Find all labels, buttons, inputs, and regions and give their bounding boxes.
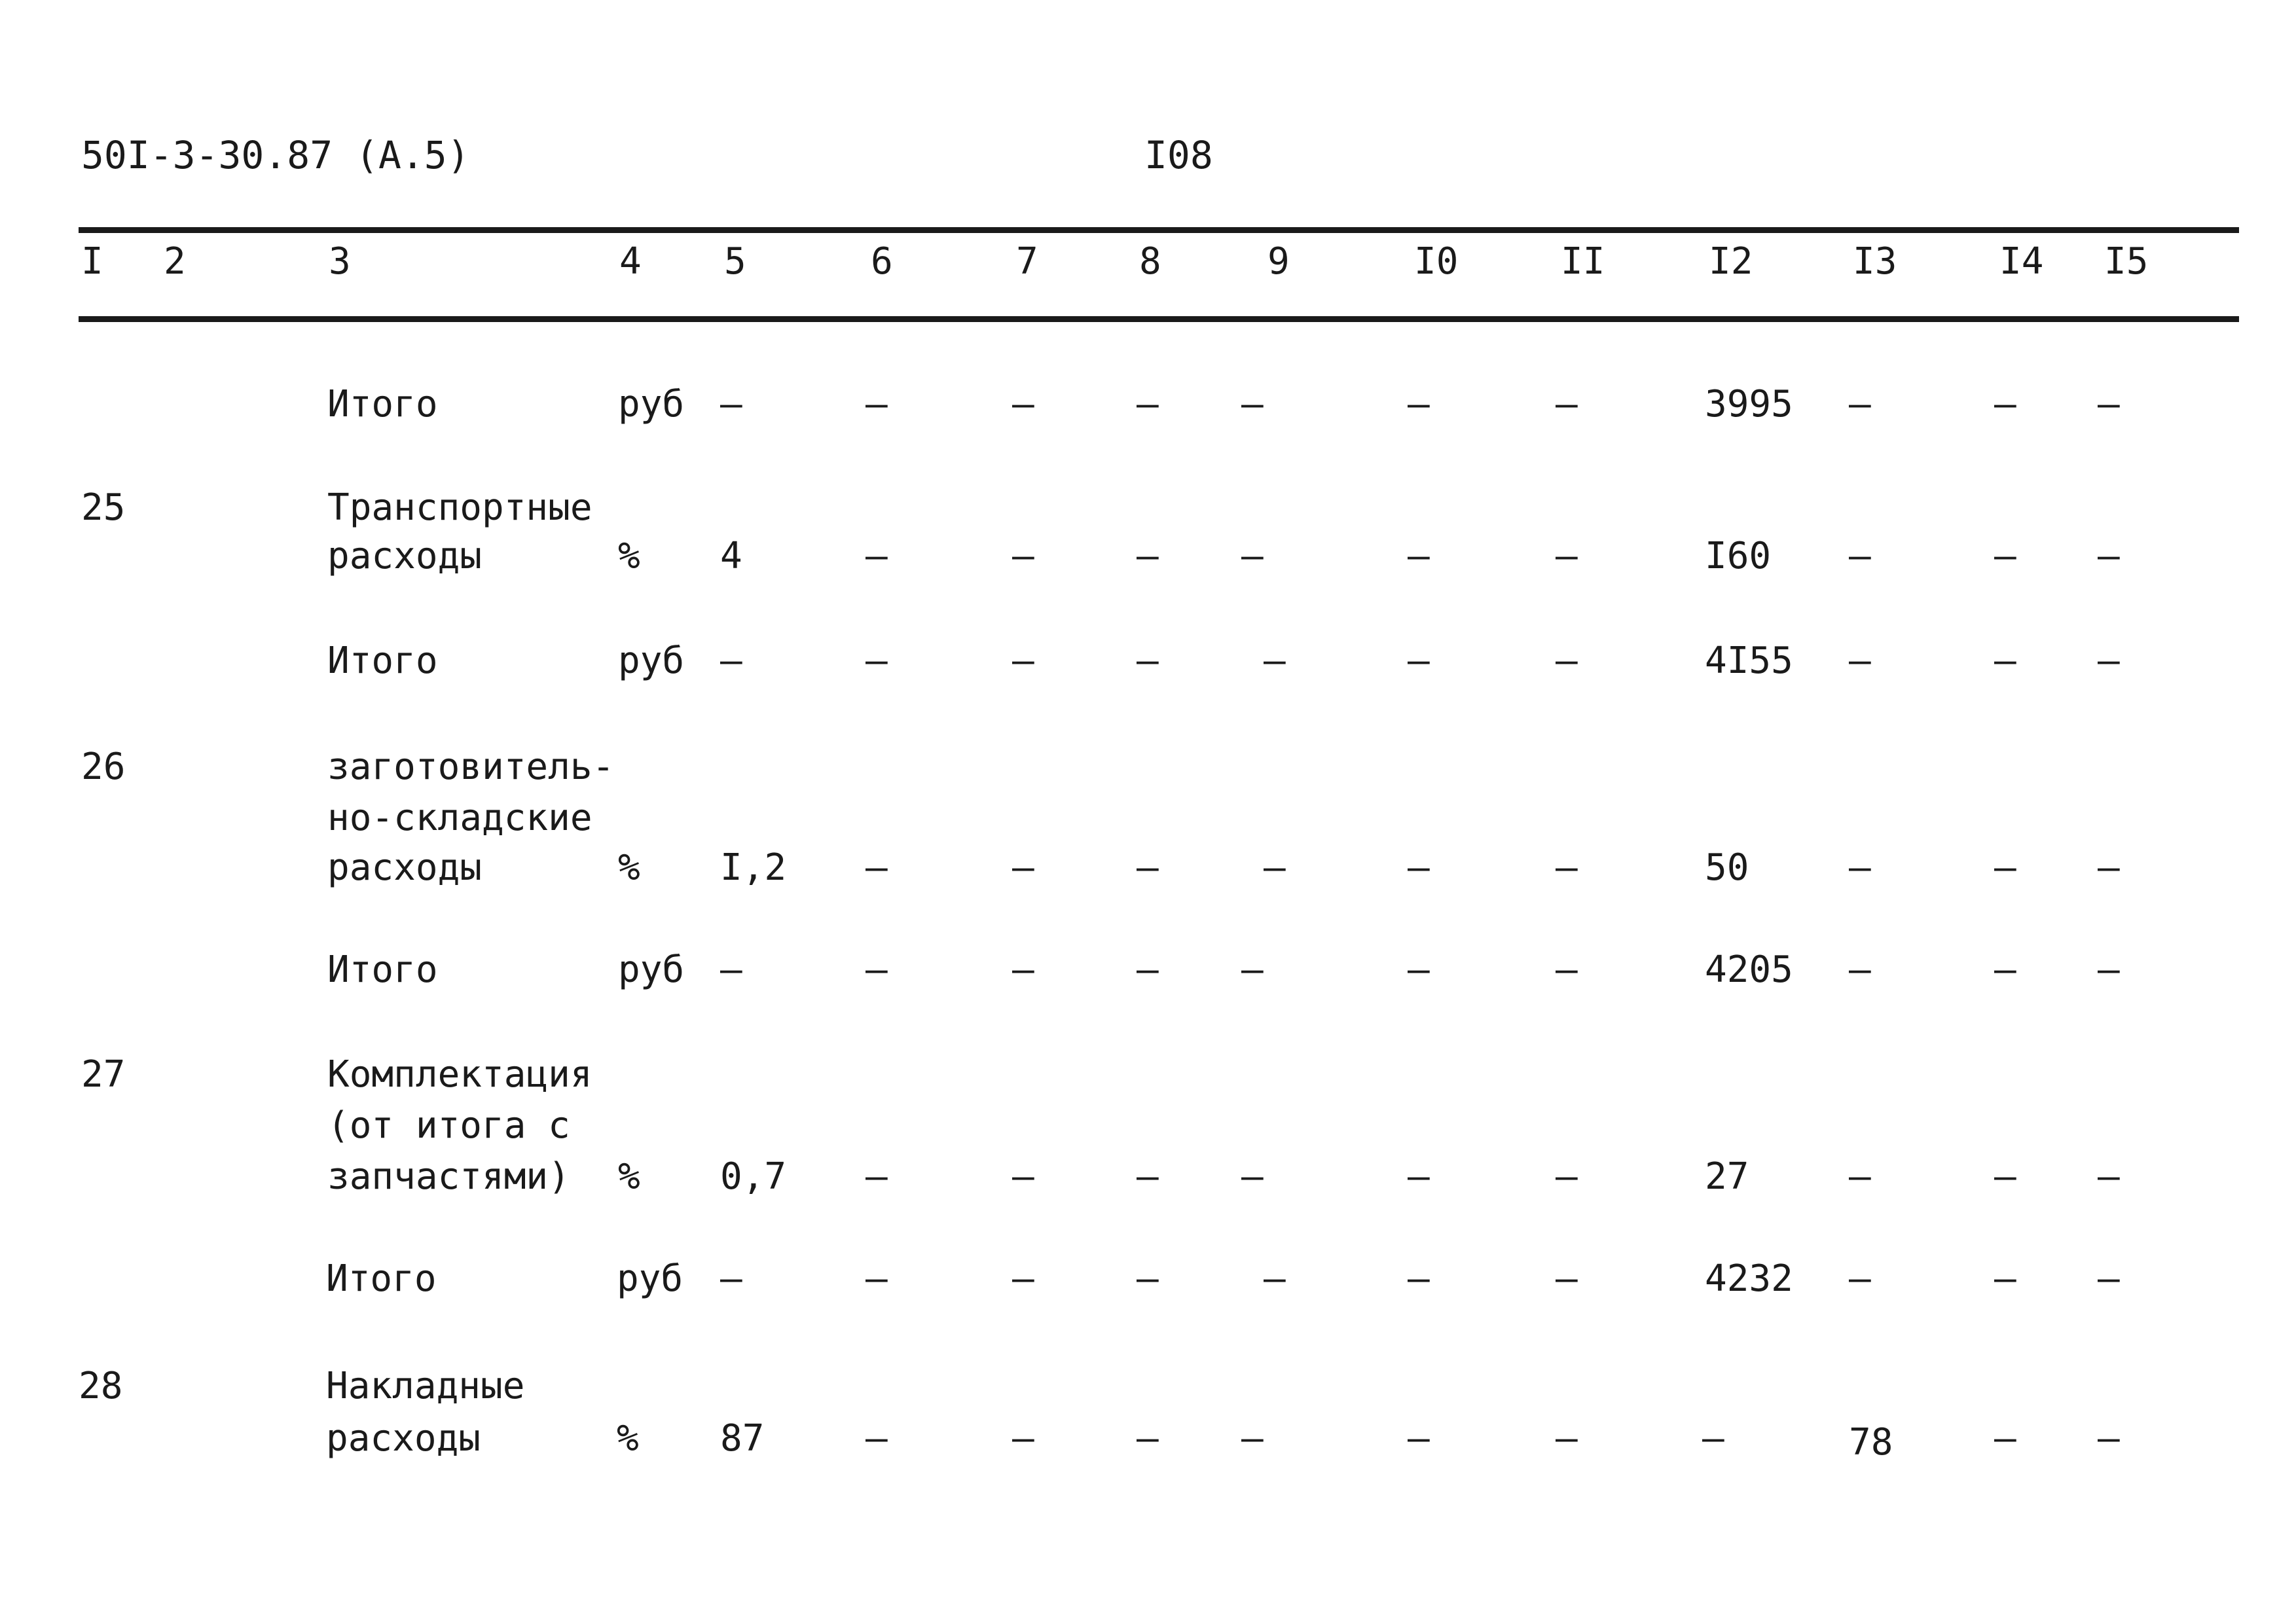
- cell-col5: 4: [720, 535, 742, 577]
- cell-col8: –: [1137, 846, 1159, 889]
- unit-cell: руб: [618, 948, 685, 991]
- cell-col14: –: [1994, 1417, 2016, 1460]
- cell-col7: –: [1012, 1257, 1034, 1300]
- cell-col15: –: [2098, 1257, 2120, 1300]
- cell-col13: –: [1849, 640, 1871, 682]
- cell-col12: 50: [1705, 846, 1749, 889]
- row-label: заготовитель-: [327, 746, 615, 788]
- column-header-8: 8: [1139, 240, 1161, 283]
- cell-col14: –: [1994, 846, 2016, 889]
- unit-cell: руб: [618, 640, 685, 682]
- cell-col8: –: [1137, 535, 1159, 577]
- cell-col10: –: [1408, 846, 1430, 889]
- cell-col11: –: [1556, 1417, 1578, 1460]
- column-header-2: 2: [164, 240, 186, 283]
- cell-col6: –: [866, 846, 888, 889]
- column-header-6: 6: [871, 240, 893, 283]
- cell-col14: –: [1994, 640, 2016, 682]
- cell-col5: –: [720, 948, 742, 991]
- cell-col9: –: [1241, 383, 1264, 425]
- cell-col12: 3995: [1705, 383, 1793, 425]
- cell-col5: 87: [720, 1417, 765, 1460]
- row-number: 26: [81, 746, 126, 788]
- column-header-11: II: [1561, 240, 1605, 283]
- unit-cell: %: [617, 1417, 639, 1460]
- cell-col10: –: [1408, 383, 1430, 425]
- cell-col9: –: [1264, 640, 1286, 682]
- cell-col13: –: [1849, 1257, 1871, 1300]
- cell-col7: –: [1012, 948, 1034, 991]
- row-number: 25: [81, 486, 126, 529]
- row-label: Итого: [327, 948, 438, 991]
- cell-col11: –: [1556, 535, 1578, 577]
- cell-col7: –: [1012, 640, 1034, 682]
- cell-col10: –: [1408, 535, 1430, 577]
- row-label: расходы: [327, 535, 483, 577]
- cell-col15: –: [2098, 535, 2120, 577]
- column-header-4: 4: [619, 240, 642, 283]
- cell-col14: –: [1994, 535, 2016, 577]
- cell-col6: –: [866, 535, 888, 577]
- cell-col10: –: [1408, 640, 1430, 682]
- row-label: Комплектация: [327, 1053, 592, 1096]
- column-header-13: I3: [1853, 240, 1897, 283]
- cell-col15: –: [2098, 1417, 2120, 1460]
- unit-cell: %: [618, 535, 640, 577]
- page-number: I08: [1144, 133, 1213, 177]
- cell-col12: 4I55: [1705, 640, 1793, 682]
- cell-col14: –: [1994, 383, 2016, 425]
- cell-col8: –: [1137, 1417, 1159, 1460]
- cell-col15: –: [2098, 948, 2120, 991]
- cell-col6: –: [866, 640, 888, 682]
- cell-col8: –: [1137, 640, 1159, 682]
- column-header-10: I0: [1414, 240, 1459, 283]
- cell-col11: –: [1556, 1155, 1578, 1198]
- cell-col6: –: [866, 1155, 888, 1198]
- cell-col12: 4205: [1705, 948, 1793, 991]
- cell-col11: –: [1556, 948, 1578, 991]
- cell-col7: –: [1012, 1155, 1034, 1198]
- column-header-3: 3: [329, 240, 351, 283]
- cell-col15: –: [2098, 1155, 2120, 1198]
- cell-col5: –: [720, 1257, 742, 1300]
- cell-col11: –: [1556, 383, 1578, 425]
- cell-col13: –: [1849, 383, 1871, 425]
- cell-col11: –: [1556, 846, 1578, 889]
- row-label: запчастями): [327, 1155, 570, 1198]
- cell-col7: –: [1012, 535, 1034, 577]
- cell-col11: –: [1556, 1257, 1578, 1300]
- cell-col15: –: [2098, 846, 2120, 889]
- row-label: расходы: [327, 846, 483, 889]
- cell-col14: –: [1994, 1155, 2016, 1198]
- row-label: Итого: [327, 383, 438, 425]
- row-label: Итого: [327, 640, 438, 682]
- cell-col7: –: [1012, 1417, 1034, 1460]
- column-header-12: I2: [1709, 240, 1753, 283]
- cell-col5: I,2: [720, 846, 787, 889]
- row-label: Итого: [326, 1257, 437, 1300]
- cell-col13: –: [1849, 1155, 1871, 1198]
- cell-col12: –: [1702, 1417, 1724, 1460]
- cell-col9: –: [1241, 1417, 1264, 1460]
- document-code: 50I-3-30.87 (А.5): [81, 133, 470, 177]
- table-header-bottom-rule: [79, 316, 2239, 322]
- table-top-rule: [79, 227, 2239, 233]
- column-header-14: I4: [1999, 240, 2044, 283]
- unit-cell: %: [618, 846, 640, 889]
- cell-col8: –: [1137, 948, 1159, 991]
- cell-col8: –: [1137, 1155, 1159, 1198]
- column-header-5: 5: [724, 240, 746, 283]
- row-label: но-складские: [327, 797, 592, 839]
- cell-col9: –: [1264, 1257, 1286, 1300]
- column-header-15: I5: [2104, 240, 2149, 283]
- cell-col8: –: [1137, 1257, 1159, 1300]
- cell-col6: –: [866, 948, 888, 991]
- cell-col12: 27: [1705, 1155, 1749, 1198]
- cell-col7: –: [1012, 846, 1034, 889]
- cell-col9: –: [1264, 846, 1286, 889]
- cell-col6: –: [866, 1257, 888, 1300]
- row-label: Транспортные: [327, 486, 592, 529]
- cell-col15: –: [2098, 640, 2120, 682]
- cell-col13: –: [1849, 535, 1871, 577]
- cell-col13: –: [1849, 846, 1871, 889]
- cell-col14: –: [1994, 948, 2016, 991]
- cell-col13: –: [1849, 948, 1871, 991]
- cell-col14: –: [1994, 1257, 2016, 1300]
- cell-col12: 4232: [1705, 1257, 1793, 1300]
- cell-col10: –: [1408, 948, 1430, 991]
- cell-col12: I60: [1705, 535, 1772, 577]
- row-label: Накладные: [326, 1365, 525, 1407]
- cell-col6: –: [866, 383, 888, 425]
- cell-col5: 0,7: [720, 1155, 787, 1198]
- unit-cell: %: [618, 1155, 640, 1198]
- cell-col5: –: [720, 640, 742, 682]
- column-header-1: I: [81, 240, 103, 283]
- column-header-9: 9: [1267, 240, 1290, 283]
- row-number: 28: [79, 1365, 123, 1407]
- cell-col11: –: [1556, 640, 1578, 682]
- unit-cell: руб: [617, 1257, 683, 1300]
- cell-col8: –: [1137, 383, 1159, 425]
- cell-col10: –: [1408, 1417, 1430, 1460]
- column-header-7: 7: [1016, 240, 1038, 283]
- cell-col9: –: [1241, 1155, 1264, 1198]
- row-number: 27: [81, 1053, 126, 1096]
- cell-col5: –: [720, 383, 742, 425]
- cell-col9: –: [1241, 535, 1264, 577]
- cell-col15: –: [2098, 383, 2120, 425]
- row-label: (от итога с: [327, 1104, 570, 1147]
- cell-col6: –: [866, 1417, 888, 1460]
- cell-col13: 78: [1849, 1421, 1893, 1464]
- cell-col9: –: [1241, 948, 1264, 991]
- cell-col10: –: [1408, 1257, 1430, 1300]
- row-label: расходы: [326, 1417, 481, 1460]
- cell-col10: –: [1408, 1155, 1430, 1198]
- cell-col7: –: [1012, 383, 1034, 425]
- unit-cell: руб: [618, 383, 685, 425]
